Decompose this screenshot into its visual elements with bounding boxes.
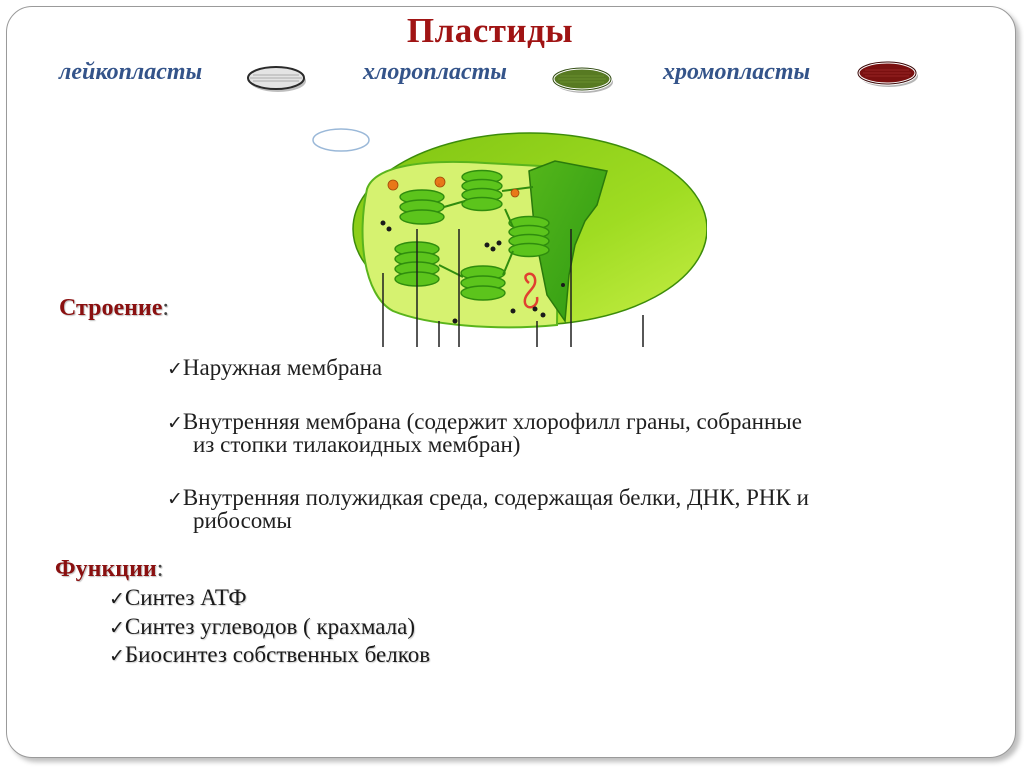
function-item-text: Биосинтез собственных белков xyxy=(124,642,431,667)
function-item xyxy=(109,584,247,613)
check-icon: ✓ xyxy=(167,358,183,380)
label-leucoplasts: лейкопласты xyxy=(59,59,203,85)
chromoplast-icon xyxy=(855,57,921,91)
structure-item-text-line2: из стопки тилакоидных мембран) xyxy=(193,432,521,457)
structure-heading xyxy=(59,295,169,322)
functions-heading xyxy=(55,556,163,583)
chloroplast-diagram xyxy=(307,125,707,347)
structure-heading-text: Строение xyxy=(59,295,163,321)
granum-stack xyxy=(461,266,505,300)
function-item xyxy=(109,613,415,642)
structure-item-text-line2: рибосомы xyxy=(193,508,292,533)
structure-item-text-line1: Внутренняя полужидкая среда, содержащая белки, ДНК, РНК и xyxy=(182,485,809,510)
structure-item xyxy=(167,487,809,532)
granum-stack xyxy=(509,217,549,257)
check-icon: ✓ xyxy=(109,617,125,639)
chloroplast-icon xyxy=(550,63,616,97)
function-item-text: Синтез углеводов ( крахмала) xyxy=(124,614,416,639)
structure-item-text-line1: Внутренняя мембрана (содержит хлорофилл граны, собранные xyxy=(182,409,802,434)
functions-heading-text: Функции xyxy=(55,556,157,582)
function-item-text: Синтез АТФ xyxy=(124,585,247,610)
check-icon: ✓ xyxy=(109,645,125,667)
label-chromoplasts: хромопласты xyxy=(663,59,811,85)
check-icon: ✓ xyxy=(167,412,183,434)
slide-title: Пластиды xyxy=(406,11,574,50)
functions-heading-colon: : xyxy=(156,556,164,582)
granum-stack xyxy=(400,190,444,224)
structure-item xyxy=(167,357,382,380)
structure-item-text: Наружная мембрана xyxy=(182,355,383,380)
structure-heading-colon: : xyxy=(162,295,170,321)
check-icon: ✓ xyxy=(167,488,183,510)
function-item xyxy=(109,641,430,670)
slide-frame xyxy=(6,6,1016,758)
granum-stack xyxy=(462,171,502,211)
label-chloroplasts: хлоропласты xyxy=(363,59,507,85)
leucoplast-icon xyxy=(245,63,309,95)
check-icon: ✓ xyxy=(109,588,125,610)
structure-item xyxy=(167,411,802,456)
